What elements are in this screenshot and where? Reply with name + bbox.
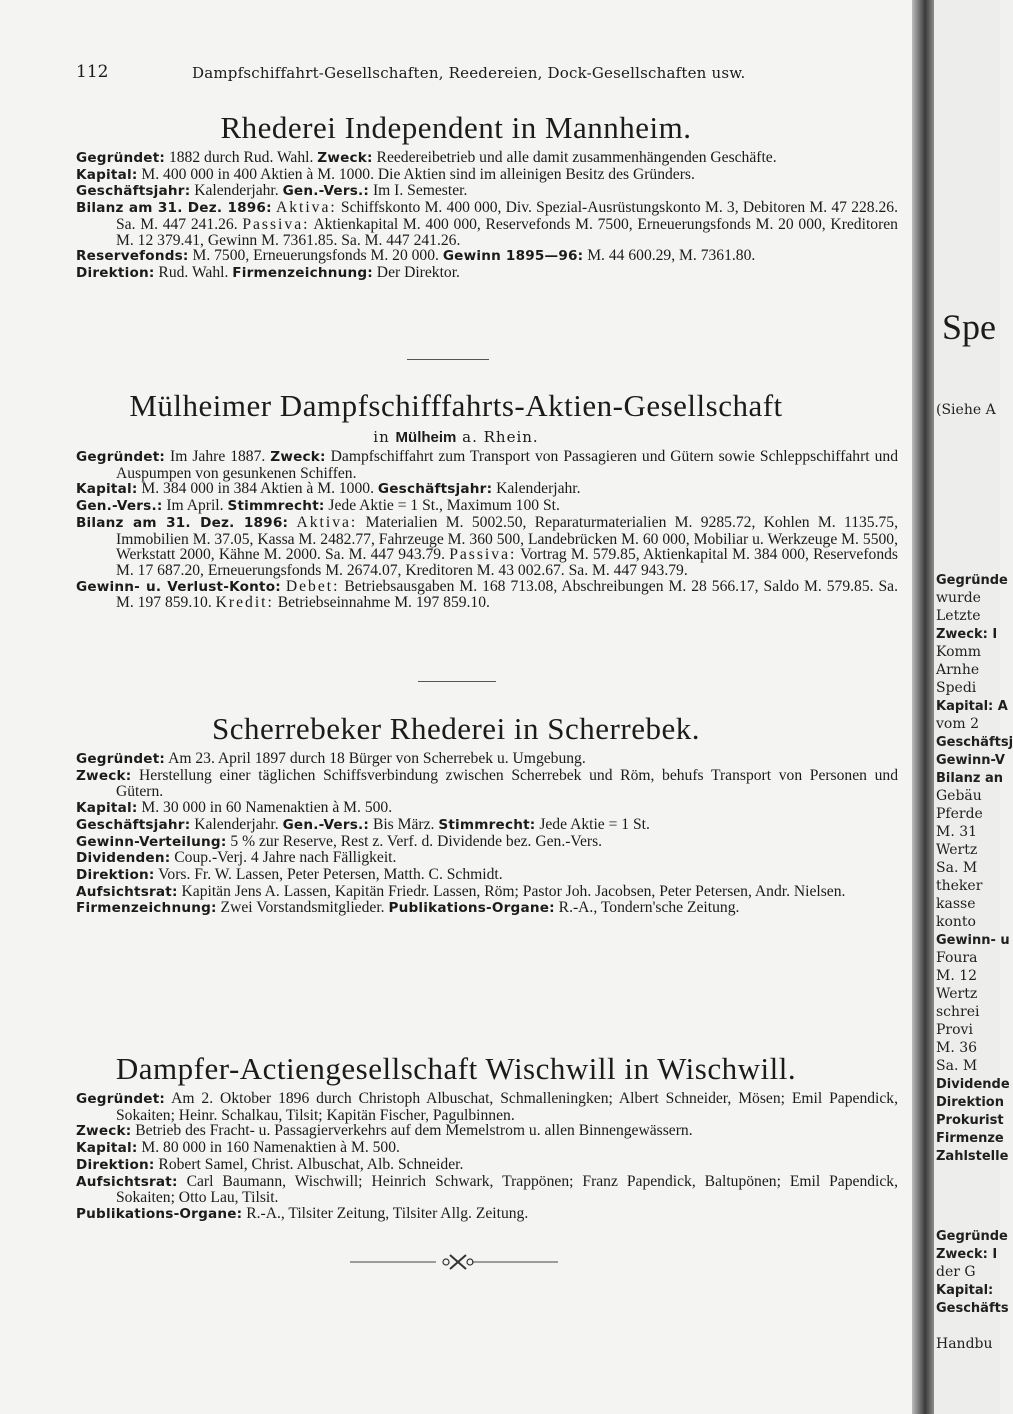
facing-page-line: wurde [936, 590, 981, 606]
field-label: Gewinn- u. Verlust-Konto: [76, 578, 281, 595]
field-label: Bilanz am 31. Dez. 1896: [76, 514, 289, 531]
entry-subtitle-muelheimer: in Mülheim a. Rhein. [373, 428, 539, 446]
entry-title-rhederei-independent: Rhederei Independent in Mannheim. [220, 110, 692, 145]
field-text: Betriebsausgaben M. 168 713.08, Abschreibungen M. 28 566.17, Saldo M. 579.85. Sa. M. 197 859.10. [116, 577, 898, 612]
facing-page-line: Kapital: [936, 1283, 994, 1298]
field-label: Firmenzeichnung: [76, 900, 217, 917]
facing-page-line: Wertz [936, 986, 978, 1002]
facing-page-line: Direktion [936, 1095, 1004, 1110]
field-label: Zweck: [317, 150, 373, 166]
field-text: Im Jahre 1887. [165, 448, 271, 465]
field-label: Aufsichtsrat: [76, 1173, 178, 1190]
field-label: Geschäftsjahr: [76, 816, 191, 833]
field-text: M. 30 000 in 60 Namenaktien à M. 500. [137, 799, 393, 817]
facing-page-line: Provi [936, 1022, 973, 1038]
entry-field [76, 867, 898, 884]
facing-page-line: theker [936, 878, 983, 894]
field-label: Firmenzeichnung: [232, 264, 373, 281]
field-text: Aktienkapital M. 400 000, Reservefonds M. 7500, Erneuerungsfonds M. 20 000, Kreditoren M. 12 379.41, Gewinn M. 7361.85. Sa. M. 447 241.26. [116, 215, 898, 249]
entry-field [76, 183, 898, 200]
facing-page-line: Geschäftsj [936, 735, 1013, 750]
field-text: Am 2. Oktober 1896 durch Christoph Albuschat, Schmalleningken; Albert Schneider, Mösen; Emil Papendick, Sokaiten; Heinr. Schalkau, Tilsit; Kapitän Fischer, Pagulbinnen. [116, 1090, 898, 1124]
entry-field [76, 1123, 898, 1140]
field-label: Gegründet: [76, 751, 166, 767]
facing-page-line: der G [936, 1264, 976, 1280]
entry-body-muelheimer [76, 449, 898, 611]
field-text: Vortrag M. 579.85, Aktienkapital M. 384 000, Reservefonds M. 17 687.20, Erneuerungsfonds M. 2674.07, Kreditoren M. 43 002.67. Sa. M. 447 943.79. [116, 546, 898, 579]
entry-field [76, 1091, 898, 1123]
field-label: Aufsichtsrat: [76, 883, 178, 900]
facing-page-line: Sa. M [936, 1058, 978, 1074]
spaced-label: Aktiva: [275, 199, 337, 217]
field-text: Jede Aktie = 1 St. [535, 815, 650, 833]
facing-page-line: Wertz [936, 842, 978, 858]
facing-page-line: Geschäfts [936, 1301, 1009, 1316]
facing-page-line: konto [936, 914, 976, 930]
field-label: Stimmrecht: [227, 498, 325, 515]
field-label: Direktion: [76, 866, 155, 883]
entry-title-scherrebeker: Scherrebeker Rhederei in Scherrebek. [212, 711, 700, 746]
facing-page-line: Spedi [936, 680, 977, 696]
entry-field [76, 579, 898, 611]
field-text: Rud. Wahl. [154, 263, 233, 281]
entry-field [76, 498, 898, 515]
facing-page-line: Pferde [936, 806, 983, 822]
facing-page-line: M. 31 [936, 824, 978, 840]
facing-page-heading: Spe [942, 307, 996, 347]
spaced-label: Passiva: [242, 215, 310, 233]
facing-page-line: Prokurist [936, 1113, 1004, 1128]
field-text: Zwei Vorstandsmitglieder. [216, 899, 389, 917]
entry-field [76, 1206, 898, 1223]
entry-field [76, 751, 898, 768]
entry-field [76, 1174, 898, 1206]
field-label: Bilanz am 31. Dez. 1896: [76, 200, 272, 217]
field-text: Dampfschiffahrt zum Transport von Passagieren und Gütern sowie Schleppschiffahrt und Auspumpen von gesunkenen Schiffen. [116, 448, 898, 482]
facing-page-line: Bilanz an [936, 771, 1003, 786]
entry-field [76, 449, 898, 481]
running-header: Dampfschiffahrt-Gesellschaften, Reedereien, Dock-Gesellschaften usw. [192, 64, 746, 82]
facing-page-line: (Siehe A [936, 402, 996, 418]
facing-page-line: Foura [936, 950, 978, 966]
entry-field [76, 515, 898, 579]
field-text: Robert Samel, Christ. Albuschat, Alb. Schneider. [154, 1155, 464, 1173]
facing-page-line: Zweck: I [936, 627, 998, 642]
field-label: Gegründet: [76, 449, 166, 465]
entry-field [76, 900, 898, 917]
entry-field [76, 800, 898, 817]
entry-field [76, 1157, 898, 1174]
field-text: Carl Baumann, Wischwill; Heinrich Schwark, Trappönen; Franz Papendick, Baltupönen; Emil Papendick, Sokaiten; Otto Lau, Tilsit. [116, 1172, 898, 1207]
section-divider [418, 681, 496, 682]
field-label: Stimmrecht: [438, 816, 536, 833]
facing-page-line: Dividende [936, 1077, 1010, 1092]
field-label: Zweck: [76, 767, 132, 784]
facing-page-fragment [934, 0, 1013, 1414]
field-label: Geschäftsjahr: [377, 481, 493, 498]
field-text: M. 7500, Erneuerungsfonds M. 20 000. [188, 247, 443, 265]
field-text: Vors. Fr. W. Lassen, Peter Petersen, Matth. C. Schmidt. [154, 865, 503, 883]
ornament-divider-icon [350, 1250, 558, 1274]
field-text: 1882 durch Rud. Wahl. [165, 149, 318, 166]
facing-page-line: Komm [936, 644, 982, 660]
facing-page-line: Kapital: A [936, 699, 1008, 714]
entry-title-wischwill: Dampfer-Actiengesellschaft Wischwill in Wischwill. [115, 1051, 797, 1086]
facing-page-line: Gegründe [936, 1229, 1008, 1244]
facing-page-line: M. 36 [936, 1040, 978, 1056]
entry-field [76, 200, 898, 248]
entry-field [76, 265, 898, 282]
spaced-label: Aktiva: [296, 513, 358, 531]
spaced-label: Debet: [285, 577, 340, 595]
entry-field [76, 884, 898, 901]
field-text: Reedereibetrieb und alle damit zusammenhängenden Geschäfte. [372, 149, 777, 166]
facing-page-line: Firmenze [936, 1131, 1004, 1146]
entry-field [76, 150, 898, 167]
field-label: Reservefonds: [76, 248, 189, 265]
facing-page-line: Arnhe [936, 662, 980, 678]
facing-page-line: Sa. M [936, 860, 978, 876]
field-text: M. 80 000 in 160 Namenaktien à M. 500. [137, 1139, 400, 1157]
field-text: Coup.-Verj. 4 Jahre nach Fälligkeit. [170, 849, 397, 867]
entry-body-wischwill [76, 1091, 898, 1223]
field-label: Kapital: [76, 800, 138, 817]
field-text: 5 % zur Reserve, Rest z. Verf. d. Dividende bez. Gen.-Vers. [226, 832, 603, 850]
section-divider [407, 359, 489, 360]
field-label: Publikations-Organe: [388, 900, 555, 917]
facing-page-line: Zweck: I [936, 1247, 998, 1262]
entry-body-rhederei-independent [76, 150, 898, 282]
field-label: Gen.-Vers.: [76, 498, 163, 515]
field-text: Betrieb des Fracht- u. Passagierverkehrs auf dem Memelstrom u. allen Binnengewässern. [131, 1122, 693, 1140]
facing-page-line: M. 12 [936, 968, 978, 984]
field-label: Direktion: [76, 1156, 155, 1173]
entry-title-muelheimer: Mülheimer Dampfschifffahrts-Aktien-Gesellschaft [129, 388, 783, 423]
field-text: R.-A., Tilsiter Zeitung, Tilsiter Allg. Zeitung. [242, 1204, 529, 1222]
field-text: Am 23. April 1897 durch 18 Bürger von Scherrebek u. Umgebung. [165, 750, 586, 767]
field-text: Kalenderjahr. [492, 480, 581, 498]
field-label: Kapital: [76, 1140, 138, 1157]
facing-page-line: Gewinn-V [936, 753, 1005, 768]
facing-page-line: Gegründe [936, 573, 1008, 588]
field-text: Kapitän Jens A. Lassen, Kapitän Friedr. Lassen, Röm; Pastor Joh. Jacobsen, Peter Petersen, Andr. Nielsen. [177, 882, 846, 900]
book-gutter [912, 0, 934, 1414]
field-label: Gen.-Vers.: [282, 816, 370, 833]
field-label: Gen.-Vers.: [282, 183, 370, 200]
field-label: Zweck: [76, 1123, 132, 1140]
field-label: Gewinn-Verteilung: [76, 833, 227, 850]
facing-page-line: vom 2 [936, 716, 979, 732]
field-text: Materialien M. 5002.50, Reparaturmaterialien M. 9285.72, Kohlen M. 1135.75, Immobilien M. 37.05, Kassa M. 2482.77, Fahrzeuge M. 360 500, Landebrücken M. 60 000, Mobiliar u. Werkzeuge M. 5500, Werkstatt 2000, Kähne M. 2000. Sa. M. 447 943.79. [116, 513, 898, 564]
field-label: Gewinn 1895—96: [442, 248, 584, 265]
entry-body-scherrebeker [76, 751, 898, 917]
field-label: Gegründet: [76, 1091, 166, 1107]
field-text: Betriebseinnahme M. 197 859.10. [273, 594, 490, 612]
field-label: Gegründet: [76, 150, 166, 166]
field-text: M. 384 000 in 384 Aktien à M. 1000. [137, 480, 378, 498]
field-text: Kalenderjahr. [190, 182, 283, 200]
field-label: Geschäftsjahr: [76, 183, 191, 200]
field-label: Dividenden: [76, 850, 171, 867]
field-text: Im I. Semester. [369, 182, 468, 200]
entry-field [76, 834, 898, 851]
field-text: Jede Aktie = 1 St., Maximum 100 St. [324, 497, 560, 515]
field-label: Publikations-Organe: [76, 1205, 243, 1222]
entry-field [76, 850, 898, 867]
entry-field [76, 248, 898, 265]
spaced-label: Kredit: [215, 594, 274, 612]
field-text: Herstellung einer täglichen Schiffsverbindung zwischen Scherrebek und Röm, behufs Transport von Personen und Gütern. [116, 766, 898, 801]
facing-page-line: Zahlstelle [936, 1149, 1009, 1164]
field-label: Kapital: [76, 166, 138, 183]
field-text: Kalenderjahr. [190, 815, 283, 833]
field-text: Schiffskonto M. 400 000, Div. Spezial-Ausrüstungskonto M. 3, Debitoren M. 47 228.26. Sa. M. 447 241.26. [116, 199, 898, 233]
field-text: M. 44 600.29, M. 7361.80. [583, 247, 756, 265]
facing-page-line: Letzte [936, 608, 981, 624]
entry-field [76, 1140, 898, 1157]
spaced-label: Passiva: [449, 546, 517, 564]
entry-field [76, 481, 898, 498]
field-label: Zweck: [270, 449, 326, 465]
entry-field [76, 768, 898, 800]
facing-page-line: Handbu [936, 1336, 993, 1352]
field-text: Der Direktor. [372, 263, 460, 281]
facing-page-line: Gewinn- u [936, 933, 1010, 948]
facing-page-line: schrei [936, 1004, 980, 1020]
facing-page-line: Gebäu [936, 788, 982, 804]
entry-field [76, 817, 898, 834]
field-text: M. 400 000 in 400 Aktien à M. 1000. Die Aktien sind im alleinigen Besitz des Gründers. [137, 165, 695, 183]
field-text: Bis März. [369, 815, 439, 833]
entry-field [76, 167, 898, 184]
page-number: 112 [76, 62, 109, 82]
field-text: R.-A., Tondern'sche Zeitung. [554, 899, 740, 917]
field-text: Im April. [162, 497, 228, 515]
facing-page-line: kasse [936, 896, 976, 912]
field-label: Direktion: [76, 264, 155, 281]
field-label: Kapital: [76, 481, 138, 498]
